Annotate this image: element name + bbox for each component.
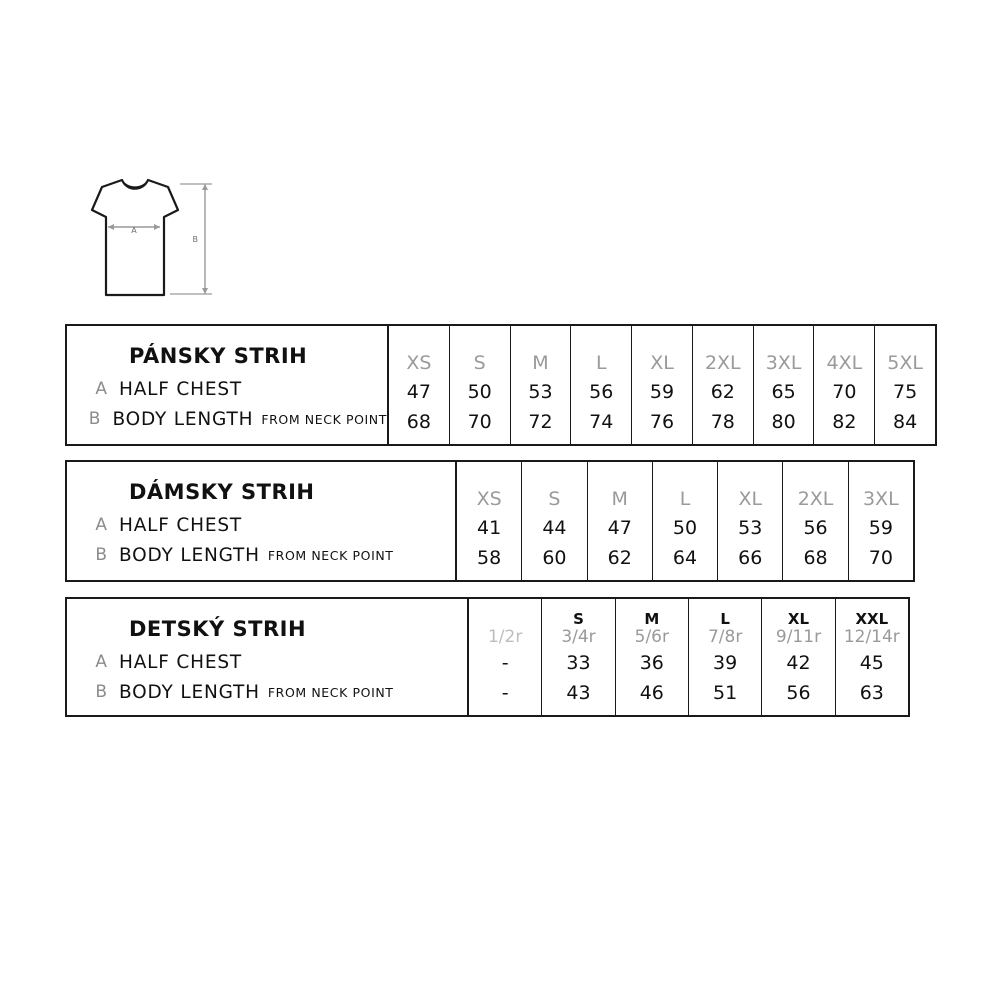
half-chest-value: 70 [832, 381, 857, 403]
row-letter-b: B [95, 545, 107, 565]
age-header: 3/4r [561, 627, 596, 647]
size-column [836, 599, 908, 715]
size-table-womens [65, 460, 915, 582]
size-header: 3XL [765, 352, 802, 374]
body-length-value: 70 [467, 411, 492, 433]
row-label-half-chest [67, 647, 467, 677]
half-chest-value: 41 [477, 517, 502, 539]
body-length-value: 56 [786, 682, 811, 704]
row-name-body-length: BODY LENGTH [112, 408, 254, 430]
half-chest-value: 59 [649, 381, 675, 403]
half-chest-value: 44 [542, 517, 567, 539]
body-length-value: 80 [771, 411, 796, 433]
half-chest-value: 42 [786, 652, 811, 674]
half-chest-value: 53 [738, 517, 763, 539]
size-header: S [473, 352, 486, 374]
row-labels-womens [67, 510, 455, 570]
row-name-half-chest: HALF CHEST [119, 514, 242, 536]
body-length-value: 58 [477, 547, 502, 569]
size-column [389, 326, 450, 444]
size-header: 2XL [797, 488, 834, 510]
row-name-half-chest: HALF CHEST [119, 651, 242, 673]
row-label-body-length [67, 540, 455, 570]
table-title-kids: DETSKÝ STRIH [129, 617, 307, 641]
body-length-value: 74 [589, 411, 614, 433]
body-length-value: 60 [542, 547, 567, 569]
age-header: 7/8r [707, 627, 743, 647]
size-header-group [776, 599, 821, 648]
size-column [469, 599, 542, 715]
body-length-value: 43 [566, 682, 591, 704]
row-label-body-length [67, 404, 387, 434]
diagram-label-a: A [131, 226, 137, 235]
half-chest-value: 56 [589, 381, 614, 403]
half-chest-value: 62 [710, 381, 735, 403]
half-chest-value: 33 [566, 652, 591, 674]
size-header: S [548, 488, 561, 510]
label-column-kids [67, 599, 469, 715]
size-header: L [679, 488, 691, 510]
half-chest-value: 45 [859, 652, 884, 674]
half-chest-value: 47 [607, 517, 632, 539]
half-chest-value: 53 [528, 381, 553, 403]
age-header: 5/6r [634, 627, 669, 647]
row-name-half-chest: HALF CHEST [119, 378, 242, 400]
row-sub-from-neck-point: FROM NECK POINT [261, 411, 387, 427]
row-letter-b: B [95, 682, 107, 702]
size-header: L [720, 610, 730, 628]
size-header: XL [787, 610, 810, 628]
tshirt-measurement-diagram [60, 170, 240, 310]
size-columns-kids [469, 599, 908, 715]
size-column [616, 599, 689, 715]
size-header: 4XL [826, 352, 863, 374]
size-columns-mens [389, 326, 935, 444]
size-header-group [561, 599, 595, 648]
size-column [632, 326, 693, 444]
half-chest-value: 59 [868, 517, 893, 539]
body-length-value: - [501, 682, 509, 704]
body-length-value: 76 [649, 411, 675, 433]
size-header: 2XL [704, 352, 741, 374]
tshirt-icon [60, 170, 240, 310]
size-column [875, 326, 935, 444]
body-length-value: 66 [738, 547, 763, 569]
size-column [693, 326, 754, 444]
size-header: 3XL [862, 488, 899, 510]
size-header-group [488, 599, 522, 648]
half-chest-value: 50 [672, 517, 698, 539]
size-column [588, 462, 653, 580]
size-header: 5XL [887, 352, 923, 374]
label-column-womens [67, 462, 457, 580]
size-column [689, 599, 762, 715]
diagram-label-b: B [192, 235, 198, 244]
half-chest-value: 75 [893, 381, 918, 403]
size-column [653, 462, 718, 580]
size-header: M [532, 352, 549, 374]
size-column [718, 462, 783, 580]
row-labels-kids [67, 647, 467, 707]
body-length-value: 70 [868, 547, 893, 569]
row-name-body-length: BODY LENGTH [119, 544, 260, 566]
half-chest-value: 39 [713, 652, 738, 674]
row-labels-mens [67, 374, 387, 434]
row-sub-from-neck-point: FROM NECK POINT [267, 547, 394, 563]
body-length-value: 46 [639, 682, 664, 704]
size-column [542, 599, 615, 715]
size-header-group [844, 599, 900, 648]
half-chest-value: - [501, 652, 509, 674]
size-header: XL [650, 352, 674, 374]
row-label-body-length [67, 677, 467, 707]
age-header: 9/11r [775, 627, 822, 647]
size-column [814, 326, 875, 444]
body-length-value: 82 [832, 411, 857, 433]
table-title-mens: PÁNSKY STRIH [129, 344, 308, 368]
half-chest-value: 50 [467, 381, 492, 403]
half-chest-value: 65 [771, 381, 796, 403]
size-header: L [595, 352, 607, 374]
size-column [762, 599, 835, 715]
row-letter-b: B [88, 409, 101, 429]
age-header: 1/2r [487, 627, 523, 647]
size-columns-womens [457, 462, 913, 580]
half-chest-value: 47 [406, 381, 431, 403]
half-chest-value: 36 [639, 652, 664, 674]
age-header: 12/14r [843, 627, 900, 647]
size-header: XS [476, 488, 502, 510]
size-column [457, 462, 522, 580]
size-column [522, 462, 587, 580]
body-length-value: 63 [859, 682, 884, 704]
row-letter-a: A [95, 652, 107, 672]
size-header-group [635, 599, 669, 648]
size-header: XL [738, 488, 763, 510]
size-table-mens [65, 324, 937, 446]
size-column [849, 462, 913, 580]
size-header: XS [406, 352, 432, 374]
size-column [571, 326, 632, 444]
body-length-value: 72 [528, 411, 553, 433]
row-name-body-length: BODY LENGTH [119, 681, 260, 703]
row-letter-a: A [95, 379, 107, 399]
row-sub-from-neck-point: FROM NECK POINT [267, 684, 394, 700]
size-header: M [611, 488, 628, 510]
size-header: S [573, 610, 584, 628]
body-length-value: 68 [803, 547, 828, 569]
body-length-value: 62 [607, 547, 632, 569]
body-length-value: 78 [710, 411, 735, 433]
row-letter-a: A [95, 515, 107, 535]
size-table-kids [65, 597, 910, 717]
body-length-value: 64 [672, 547, 698, 569]
body-length-value: 68 [406, 411, 431, 433]
body-length-value: 84 [893, 411, 918, 433]
row-label-half-chest [67, 510, 455, 540]
table-title-womens: DÁMSKY STRIH [129, 480, 315, 504]
half-chest-value: 56 [803, 517, 828, 539]
size-column [511, 326, 572, 444]
size-column [450, 326, 511, 444]
size-header-group [708, 599, 742, 648]
body-length-value: 51 [713, 682, 738, 704]
row-label-half-chest [67, 374, 387, 404]
size-header: XXL [855, 610, 889, 628]
size-column [783, 462, 848, 580]
label-column-mens [67, 326, 389, 444]
size-header: M [644, 610, 660, 628]
size-column [754, 326, 815, 444]
